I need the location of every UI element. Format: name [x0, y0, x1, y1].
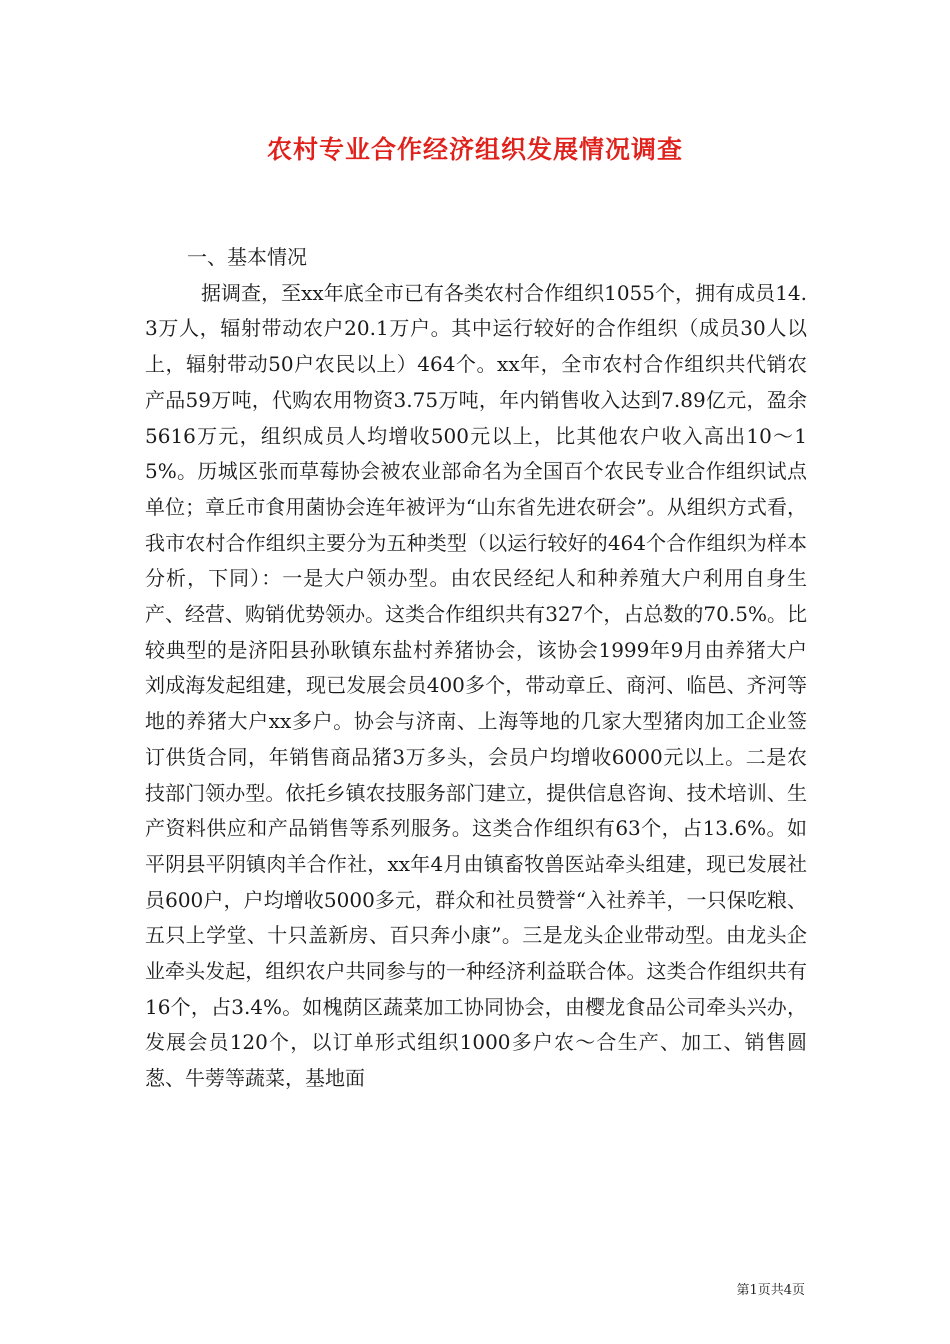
page-indicator: 第1页共4页 [736, 1283, 805, 1298]
document-title: 农村专业合作经济组织发展情况调查 [266, 135, 683, 164]
section-heading: 一、基本情况 [187, 245, 307, 269]
document-body [145, 240, 807, 1097]
body-paragraph: 据调查，至xx年底全市已有各类农村合作组织1055个，拥有成员14.3万人，辐射带动农户20.1万户。其中运行较好的合作组织（成员30人以上，辐射带动50户农民以上）464个。xx年，全市农村合作组织共代销农产品59万吨，代购农用物资3.75万吨，年内销售收入达到7.89亿元，盈余5616万元，组织成员人均增收500元以上，比其他农户收入高出10～15%。历城区张而草莓协会被农业部命名为全国百个农民专业合作组织试点单位；章丘市食用菌协会连年被评为“山东省先进农研会”。从组织方式看，我市农村合作组织主要分为五种类型（以运行较好的464个合作组织为样本分析，下同）：一是大户领办型。由农民经纪人和种养殖大户利用自身生产、经营、购销优势领办。这类合作组织共有327个，占总数的70.5%。比较典型的是济阳县孙耿镇东盐村养猪协会，该协会1999年9月由养猪大户刘成海发起组建，现已发展会员400多个，带动章丘、商河、临邑、齐河等地的养猪大户xx多户。协会与济南、上海等地的几家大型猪肉加工企业签订供货合同，年销售商品猪3万多头，会员户均增收6000元以上。二是农技部门领办型。依托乡镇农技服务部门建立，提供信息咨询、技术培训、生产资料供应和产品销售等系列服务。这类合作组织有63个，占13.6%。如平阴县平阴镇肉羊合作社，xx年4月由镇畜牧兽医站牵头组建，现已发展社员600户，户均增收5000多元，群众和社员赞誉“入社养羊，一只保吃粮、五只上学堂、十只盖新房、百只奔小康”。三是龙头企业带动型。由龙头企业牵头发起，组织农户共同参与的一种经济利益联合体。这类合作组织共有16个，占3.4%。如槐荫区蔬菜加工协同协会，由樱龙食品公司牵头兴办，发展会员120个，以订单形式组织1000多户农～合生产、加工、销售圆葱、牛蒡等蔬菜，基地面 [145, 280, 807, 1091]
